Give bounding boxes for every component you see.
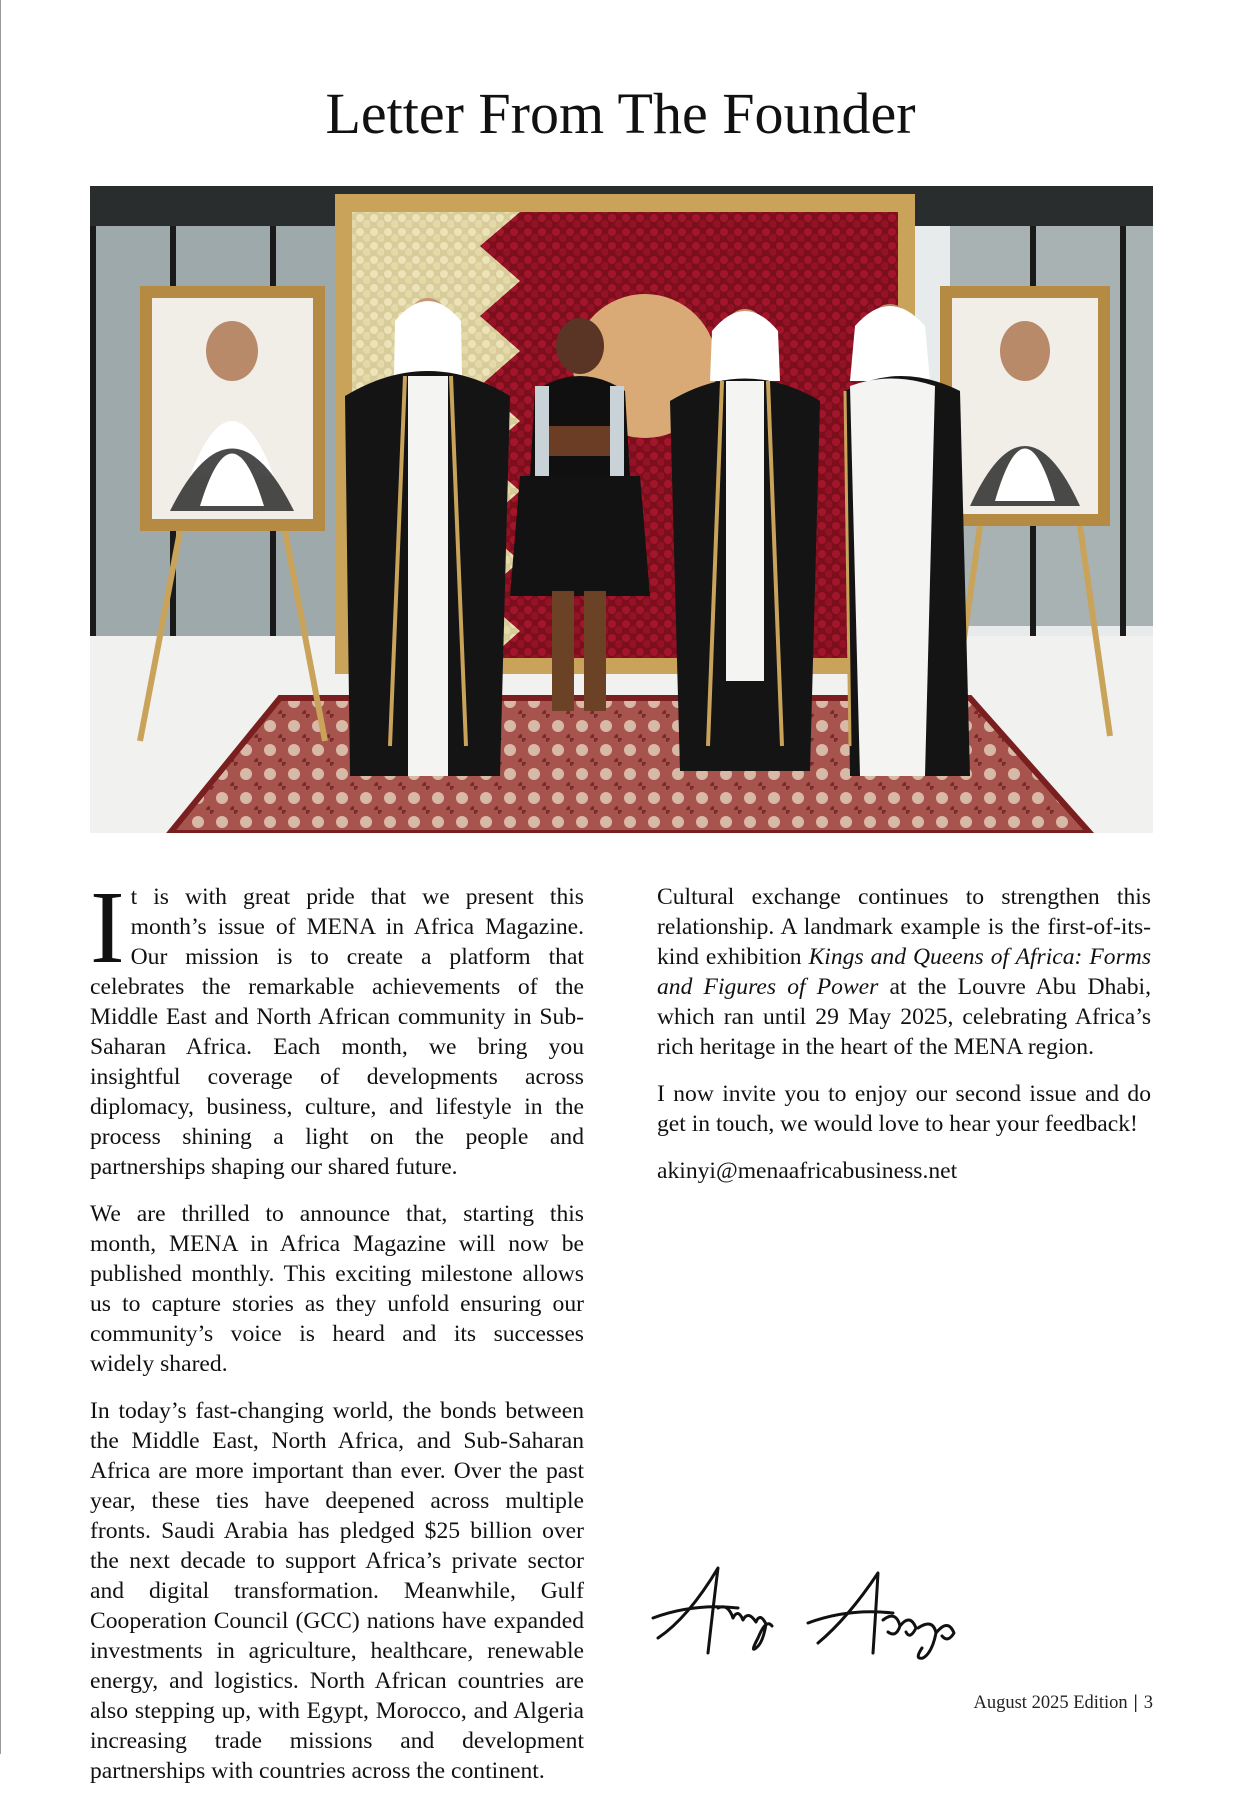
page-number: 3 — [1143, 1693, 1153, 1713]
founder-signature — [648, 1548, 958, 1668]
contact-email[interactable]: akinyi@menaafricabusiness.net — [657, 1158, 958, 1184]
event-photo — [90, 186, 1153, 833]
svg-text:Akinyi Adongo: Akinyi Adongo — [648, 1548, 656, 1549]
drop-cap: I — [90, 870, 125, 985]
exhibition-title: Kings and Queens of Africa: Forms and Figures of Power — [657, 944, 1151, 1000]
footer-separator: | — [1133, 1693, 1138, 1713]
letter-paragraph-2: We are thrilled to announce that, starting this month, MENA in Africa Magazine will now be published monthly. This exciting milestone allows us to capture stories as they unfold ensuring our community’s voice is heard and its successes widely shared. — [90, 1201, 584, 1377]
letter-column-right — [657, 882, 1151, 1203]
page-edge — [0, 0, 1, 1754]
letter-paragraph-5: I now invite you to enjoy our second issue and do get in touch, we would love to hear your feedback! — [657, 1081, 1151, 1137]
letter-paragraph-3: In today’s fast-changing world, the bonds between the Middle East, North Africa, and Sub-Saharan Africa are more important than ever. Over the past year, these ties have deepened across multiple fronts. Saudi Arabia has pledged $25 billion over the next decade to support Africa’s private sector and digital transformation. Meanwhile, Gulf Cooperation Council (GCC) nations have expanded investments in agriculture, healthcare, renewable energy, and logistics. North African countries are also stepping up, with Egypt, Morocco, and Algeria increasing trade missions and development partnerships with countries across the continent. — [90, 1398, 584, 1784]
page-title: Letter From The Founder — [325, 81, 916, 146]
page-footer — [974, 1693, 1154, 1714]
edition-label: August 2025 Edition — [973, 1693, 1128, 1713]
letter-column-left — [90, 870, 584, 1803]
letter-paragraph-4: Cultural exchange continues to strengthen this relationship. A landmark example is the first-of-its-kind exhibition Kings and Queens of Africa: Forms and Figures of Power at the Louvre Abu Dhabi, which ran until 29 May 2025, celebrating Africa’s rich heritage in the heart of the MENA region. — [657, 884, 1151, 1060]
letter-paragraph-1: It is with great pride that we present this month’s issue of MENA in Africa Magazine. Our mission is to create a platform that celebrates the remarkable achievements of the Middle East and North African community in Sub-Saharan Africa. Each month, we bring you insightful coverage of developments across diplomacy, business, culture, and lifestyle in the process shining a light on the people and partnerships shaping our shared future. — [90, 870, 584, 1180]
